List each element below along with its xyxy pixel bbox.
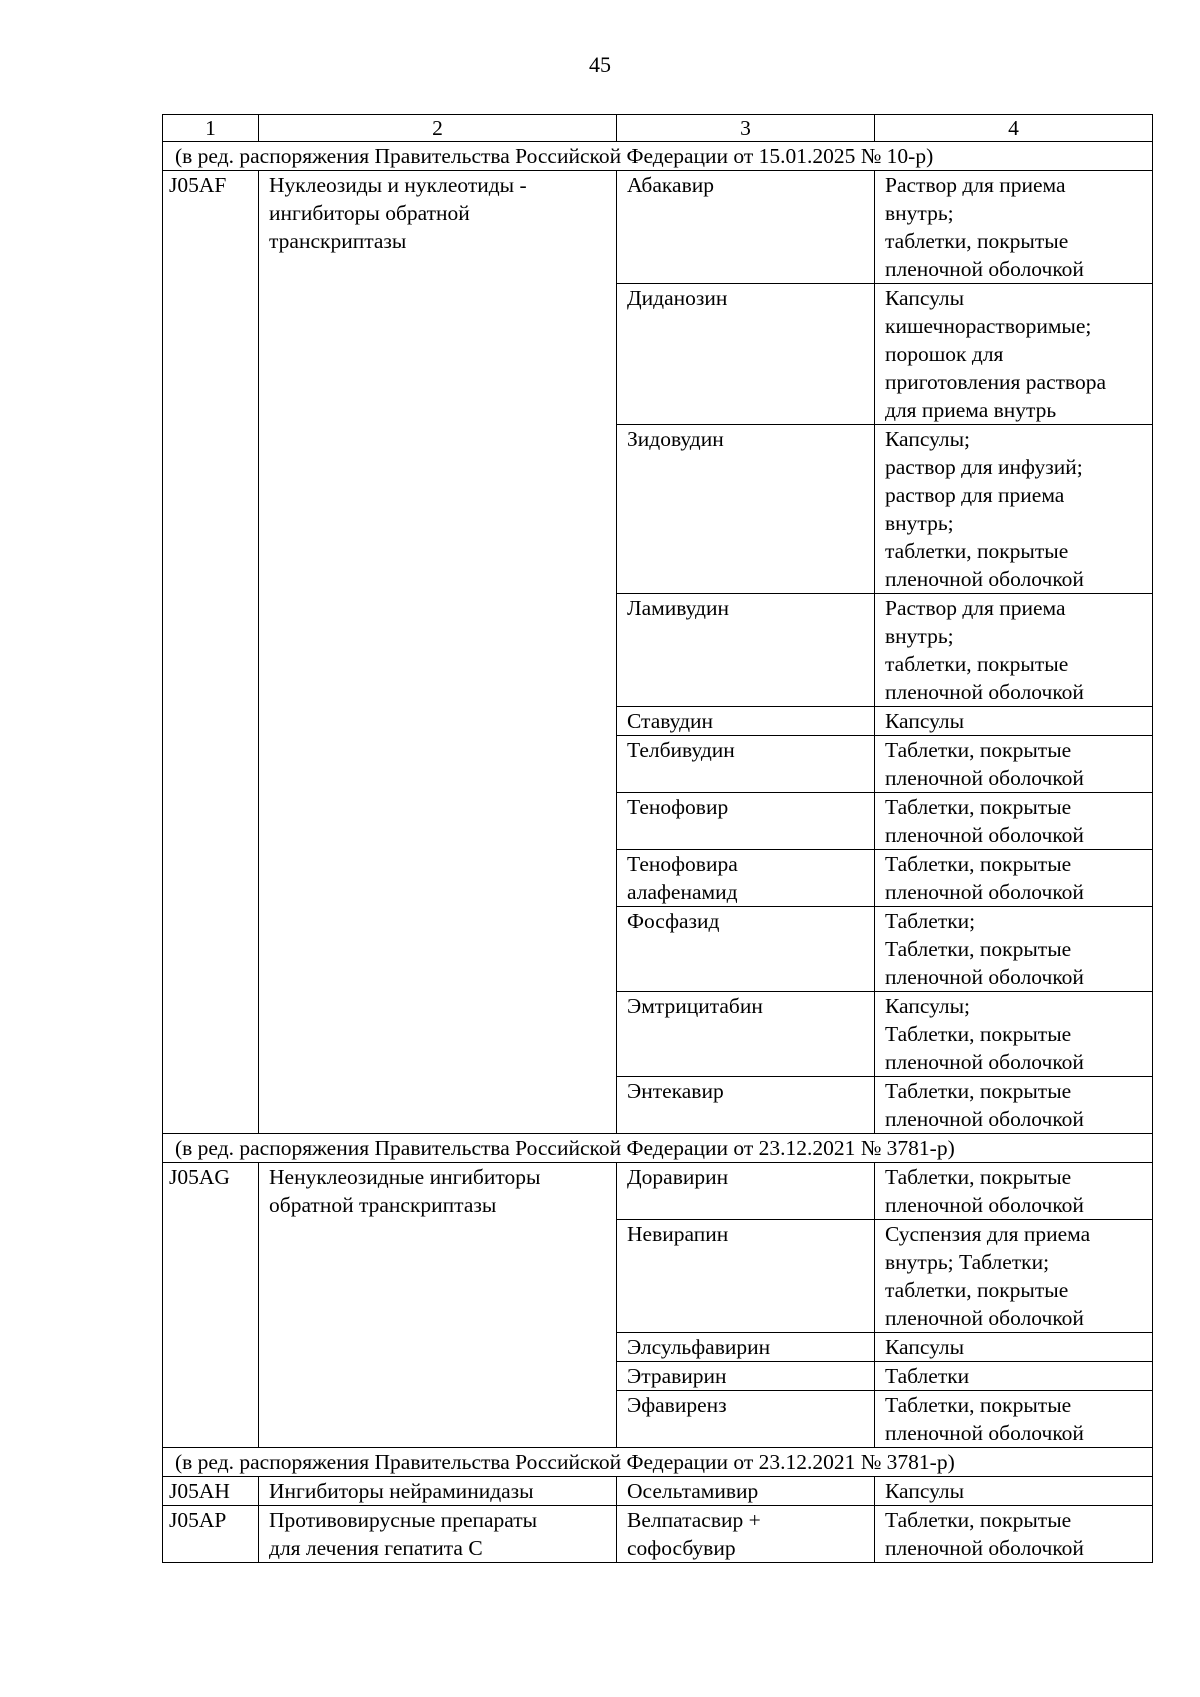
dosage-form: Капсулы; раствор для инфузий; раствор для приема внутрь; таблетки, покрытые пленочной оболочкой (875, 425, 1153, 594)
atc-group-name: Противовирусные препараты для лечения гепатита С (259, 1506, 617, 1563)
column-number-row (163, 115, 1153, 142)
amendment-note-row (163, 1134, 1153, 1163)
amendment-note-row (163, 1448, 1153, 1477)
drug-name: Зидовудин (617, 425, 875, 594)
atc-code: J05AH (163, 1477, 259, 1506)
atc-code: J05AF (163, 171, 259, 1134)
drug-name: Диданозин (617, 284, 875, 425)
table-row (163, 1477, 1153, 1506)
dosage-form: Таблетки, покрытые пленочной оболочкой (875, 1506, 1153, 1563)
dosage-form: Раствор для приема внутрь; таблетки, покрытые пленочной оболочкой (875, 594, 1153, 707)
drug-name: Доравирин (617, 1163, 875, 1220)
drug-name: Тенофовир (617, 793, 875, 850)
dosage-form: Таблетки, покрытые пленочной оболочкой (875, 793, 1153, 850)
amendment-note-row (163, 142, 1153, 171)
drug-name: Невирапин (617, 1220, 875, 1333)
drug-name: Тенофовира алафенамид (617, 850, 875, 907)
dosage-form: Капсулы (875, 707, 1153, 736)
dosage-form: Капсулы; Таблетки, покрытые пленочной оболочкой (875, 992, 1153, 1077)
drug-name: Абакавир (617, 171, 875, 284)
drug-name: Эфавиренз (617, 1391, 875, 1448)
dosage-form: Таблетки; Таблетки, покрытые пленочной оболочкой (875, 907, 1153, 992)
amendment-note: (в ред. распоряжения Правительства Российской Федерации от 23.12.2021 № 3781-р) (163, 1448, 1153, 1477)
atc-code: J05AP (163, 1506, 259, 1563)
drug-name: Ламивудин (617, 594, 875, 707)
drug-name: Осельтамивир (617, 1477, 875, 1506)
drug-table (162, 114, 1153, 1563)
amendment-note: (в ред. распоряжения Правительства Российской Федерации от 23.12.2021 № 3781-р) (163, 1134, 1153, 1163)
atc-code: J05AG (163, 1163, 259, 1448)
dosage-form: Таблетки, покрытые пленочной оболочкой (875, 1077, 1153, 1134)
column-number: 1 (163, 115, 259, 142)
dosage-form: Капсулы (875, 1477, 1153, 1506)
drug-name: Фосфазид (617, 907, 875, 992)
dosage-form: Таблетки, покрытые пленочной оболочкой (875, 736, 1153, 793)
column-number: 4 (875, 115, 1153, 142)
dosage-form: Таблетки (875, 1362, 1153, 1391)
table-row (163, 1163, 1153, 1220)
column-number: 3 (617, 115, 875, 142)
drug-name: Ставудин (617, 707, 875, 736)
drug-name: Велпатасвир + софосбувир (617, 1506, 875, 1563)
drug-name: Энтекавир (617, 1077, 875, 1134)
dosage-form: Раствор для приема внутрь; таблетки, покрытые пленочной оболочкой (875, 171, 1153, 284)
table-row (163, 171, 1153, 284)
atc-group-name: Ненуклеозидные ингибиторы обратной транскриптазы (259, 1163, 617, 1448)
drug-name: Этравирин (617, 1362, 875, 1391)
dosage-form: Суспензия для приема внутрь; Таблетки; таблетки, покрытые пленочной оболочкой (875, 1220, 1153, 1333)
dosage-form: Капсулы (875, 1333, 1153, 1362)
dosage-form: Таблетки, покрытые пленочной оболочкой (875, 1391, 1153, 1448)
drug-name: Эмтрицитабин (617, 992, 875, 1077)
atc-group-name: Нуклеозиды и нуклеотиды - ингибиторы обратной транскриптазы (259, 171, 617, 1134)
dosage-form: Таблетки, покрытые пленочной оболочкой (875, 850, 1153, 907)
dosage-form: Таблетки, покрытые пленочной оболочкой (875, 1163, 1153, 1220)
page-number: 45 (589, 52, 611, 77)
table-row (163, 1506, 1153, 1563)
atc-group-name: Ингибиторы нейраминидазы (259, 1477, 617, 1506)
amendment-note: (в ред. распоряжения Правительства Российской Федерации от 15.01.2025 № 10-р) (163, 142, 1153, 171)
drug-name: Телбивудин (617, 736, 875, 793)
column-number: 2 (259, 115, 617, 142)
drug-name: Элсульфавирин (617, 1333, 875, 1362)
dosage-form: Капсулы кишечнорастворимые; порошок для приготовления раствора для приема внутрь (875, 284, 1153, 425)
